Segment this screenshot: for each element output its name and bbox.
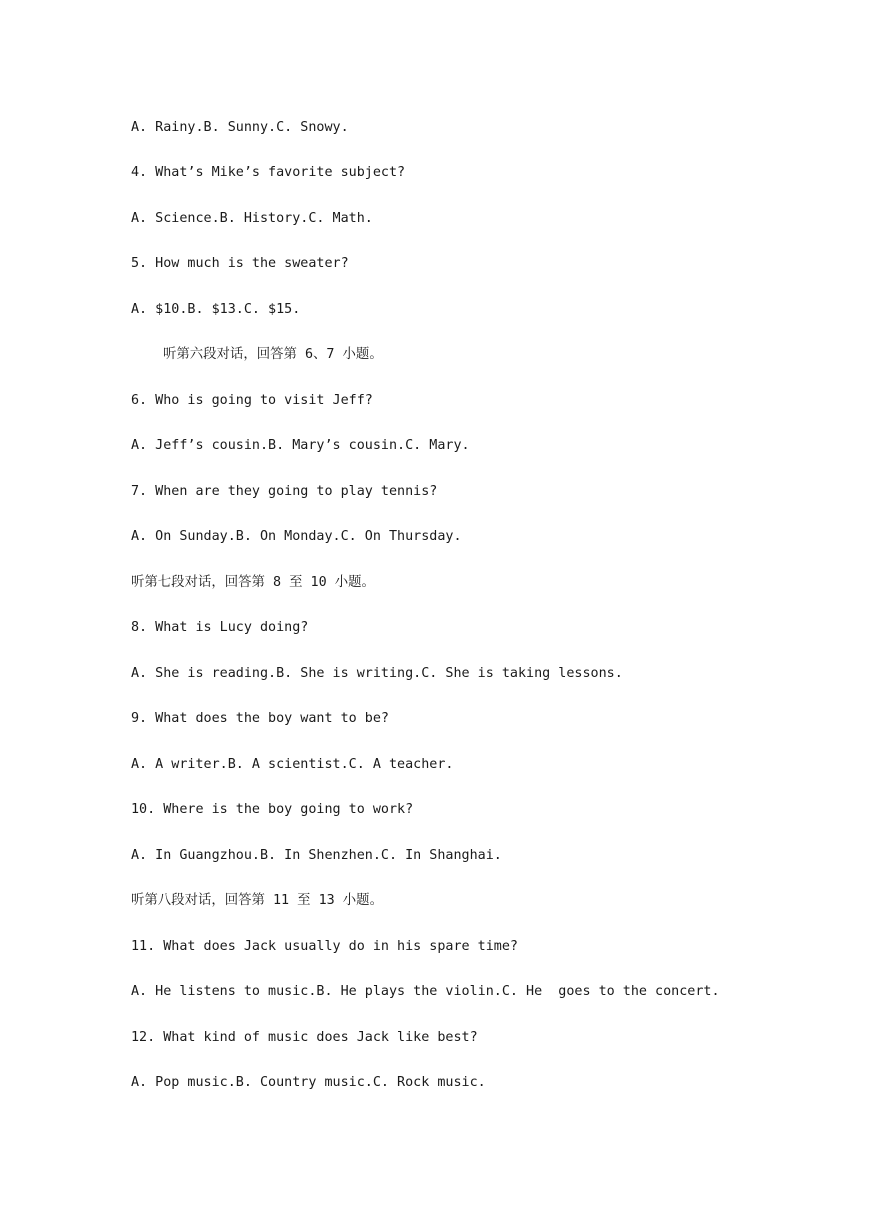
question-9: 9. What does the boy want to be?	[131, 711, 389, 726]
section-instruction-7: 听第七段对话，回答第 8 至 10 小题。	[131, 575, 375, 590]
section-instruction-6: 听第六段对话，回答第 6、7 小题。	[163, 347, 383, 362]
question-11: 11. What does Jack usually do in his spare time?	[131, 939, 518, 954]
question-7: 7. When are they going to play tennis?	[131, 484, 438, 499]
answer-options-4: A. Science.B. History.C. Math.	[131, 211, 373, 226]
question-8: 8. What is Lucy doing?	[131, 620, 309, 635]
answer-options-12: A. Pop music.B. Country music.C. Rock music.	[131, 1075, 486, 1090]
section-instruction-8: 听第八段对话，回答第 11 至 13 小题。	[131, 893, 383, 908]
answer-options-3: A. Rainy.B. Sunny.C. Snowy.	[131, 120, 349, 135]
answer-options-10: A. In Guangzhou.B. In Shenzhen.C. In Shanghai.	[131, 848, 502, 863]
question-10: 10. Where is the boy going to work?	[131, 802, 414, 817]
question-5: 5. How much is the sweater?	[131, 256, 349, 271]
answer-options-7: A. On Sunday.B. On Monday.C. On Thursday.	[131, 529, 462, 544]
answer-options-11: A. He listens to music.B. He plays the violin.C. He goes to the concert.	[131, 984, 720, 999]
question-6: 6. Who is going to visit Jeff?	[131, 393, 373, 408]
question-4: 4. What’s Mike’s favorite subject?	[131, 165, 406, 180]
answer-options-6: A. Jeff’s cousin.B. Mary’s cousin.C. Mary.	[131, 438, 470, 453]
answer-options-9: A. A writer.B. A scientist.C. A teacher.	[131, 757, 454, 772]
question-12: 12. What kind of music does Jack like best?	[131, 1030, 478, 1045]
answer-options-8: A. She is reading.B. She is writing.C. She is taking lessons.	[131, 666, 623, 681]
answer-options-5: A. $10.B. $13.C. $15.	[131, 302, 301, 317]
